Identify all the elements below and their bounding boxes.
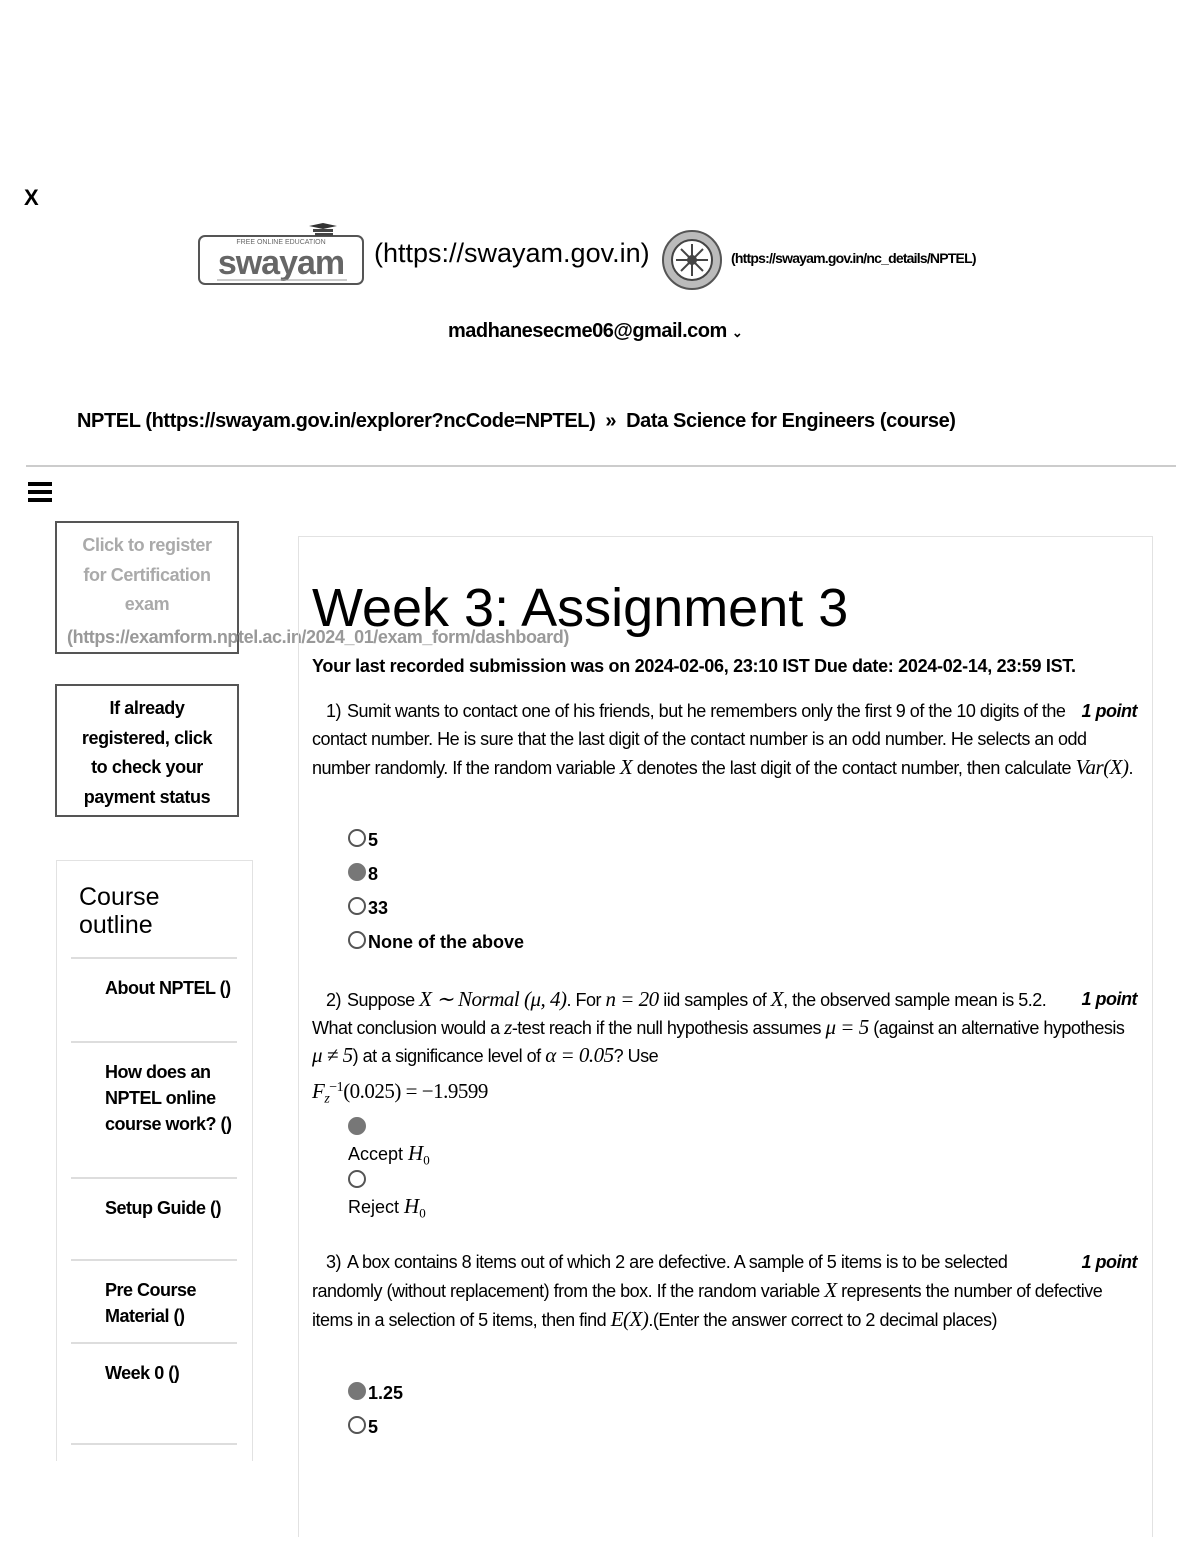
q1-option[interactable] (348, 927, 524, 957)
option-label: 33 (368, 898, 389, 918)
option-label: 5 (368, 830, 379, 850)
radio-button[interactable] (348, 897, 366, 915)
user-menu[interactable] (448, 320, 742, 343)
payment-line: to check your (91, 757, 203, 777)
question-text: , the observed sample mean is 5.2. What conclusion would a (312, 990, 1047, 1038)
option-label (348, 1194, 426, 1222)
breadcrumb-separator: » (605, 410, 617, 432)
register-certification-button[interactable] (55, 521, 569, 654)
question-text: A box contains 8 items out of which 2 are defective. A sample of 5 items is to be selected randomly (without replacement) from the box. If the random variable (312, 1252, 1008, 1301)
radio-button-selected[interactable] (348, 1382, 366, 1400)
math-expr: α = 0.05 (545, 1043, 614, 1067)
register-url[interactable]: (https://examform.nptel.ac.in/2024_01/exam_form/dashboard) (67, 627, 569, 647)
hamburger-menu-icon[interactable] (28, 482, 52, 502)
payment-line: payment status (83, 786, 211, 807)
question-text: iid samples of (663, 990, 767, 1010)
math-expr: μ ≠ 5 (312, 1043, 353, 1067)
q2-option[interactable] (348, 1118, 430, 1169)
radio-button-selected[interactable] (348, 863, 366, 881)
outline-item-how-it-works[interactable] (71, 1041, 237, 1137)
question-text: ) at a significance level of (352, 1046, 541, 1066)
swayam-logo[interactable] (197, 222, 365, 288)
nptel-details-link[interactable]: (https://swayam.gov.in/nc_details/NPTEL) (731, 250, 976, 266)
q1-option[interactable] (348, 825, 378, 855)
question-points: 1 point (1081, 701, 1137, 721)
course-outline-title: Course outline (79, 883, 160, 939)
register-line: Click to register (82, 535, 212, 555)
breadcrumb (77, 410, 956, 433)
question-text: (against an alternative hypothesis (873, 1018, 1125, 1038)
math-expr: n = 20 (605, 987, 659, 1011)
math-var: X (824, 1278, 837, 1302)
page-title: Week 3: Assignment 3 (312, 578, 849, 638)
chevron-down-icon: ⌄ (731, 325, 743, 340)
outline-item-label: Setup Guide () (105, 1198, 221, 1218)
nptel-logo-icon[interactable] (661, 229, 723, 291)
math-var: X (619, 755, 633, 779)
math-var: H (404, 1194, 420, 1218)
question-text: .(Enter the answer correct to 2 decimal places) (648, 1310, 997, 1330)
formula-subscript: z (324, 1091, 330, 1107)
question-number: 1) (326, 701, 342, 721)
option-label: 5 (368, 1417, 379, 1437)
q2-option[interactable] (348, 1171, 426, 1222)
outline-item-label: About NPTEL () (105, 978, 231, 998)
question-text: . (1128, 758, 1134, 778)
payment-status-button[interactable] (55, 684, 239, 817)
formula-rest: (0.025) = −1.9599 (343, 1079, 488, 1103)
question-number: 2) (326, 990, 342, 1010)
close-button[interactable]: X (24, 185, 39, 210)
formula-superscript: −1 (329, 1080, 344, 1095)
math-expr: z (504, 1015, 512, 1039)
option-label: None of the above (368, 932, 525, 952)
outline-item-about-nptel[interactable] (71, 957, 237, 1001)
q1-option[interactable] (348, 859, 378, 889)
course-outline (56, 860, 253, 1461)
question-text: -test reach if the null hypothesis assumes (511, 1018, 821, 1038)
question-text: . For (566, 990, 601, 1010)
outline-item-label: How does an NPTEL online course work? () (105, 1062, 232, 1134)
question-3 (312, 1248, 1137, 1334)
outline-item-pre-course[interactable] (71, 1259, 237, 1329)
outline-divider (71, 1443, 237, 1445)
math-sub: 0 (423, 1152, 430, 1168)
math-expr: X ∼ Normal (μ, 4) (419, 987, 567, 1011)
register-line: for Certification (83, 564, 211, 585)
question-text: ? Use (613, 1046, 659, 1066)
header-divider (26, 465, 1176, 467)
formula-symbol: F (312, 1079, 325, 1103)
question-text: Sumit wants to contact one of his friends, but he remembers only the first 9 of the 10 digits of the contact number. He is sure that the last digit of the contact number is an odd number. He selects an odd number randomly. If the random variable (312, 701, 1087, 778)
payment-line: registered, click (81, 727, 213, 748)
math-sub: 0 (419, 1205, 426, 1221)
question-points: 1 point (1081, 989, 1137, 1009)
radio-button[interactable] (348, 1170, 366, 1188)
breadcrumb-current: Data Science for Engineers (course) (626, 410, 956, 432)
radio-button[interactable] (348, 1416, 366, 1434)
question-1 (312, 697, 1137, 782)
math-expr: Var(X) (1075, 755, 1129, 779)
option-label: 1.25 (368, 1383, 404, 1403)
outline-item-week-0[interactable] (71, 1342, 237, 1386)
radio-button[interactable] (348, 829, 366, 847)
question-points: 1 point (1081, 1252, 1137, 1272)
swayam-logo-text: swayam (217, 244, 345, 282)
question-2 (312, 986, 1137, 1113)
option-label (348, 1141, 430, 1169)
question-text: represents the number of defective items in a selection of 5 items, then find (312, 1281, 1103, 1330)
option-label: 8 (368, 864, 379, 884)
outline-item-setup-guide[interactable] (71, 1177, 237, 1221)
formula (312, 1074, 1137, 1113)
math-expr: X (770, 987, 784, 1011)
outline-item-label: Pre Course Material () (105, 1280, 197, 1326)
option-text: Reject (348, 1197, 400, 1217)
swayam-home-link[interactable]: (https://swayam.gov.in) (374, 238, 650, 268)
radio-button[interactable] (348, 931, 366, 949)
q3-option[interactable] (348, 1378, 403, 1408)
q3-option[interactable] (348, 1412, 378, 1442)
math-expr: E(X) (610, 1307, 649, 1331)
outline-item-label: Week 0 () (105, 1363, 180, 1383)
submission-status: Your last recorded submission was on 2024-02-06, 23:10 IST Due date: 2024-02-14, 23:59 IST. (312, 656, 1076, 676)
user-email: madhanesecme06@gmail.com (448, 320, 727, 342)
question-number: 3) (326, 1252, 342, 1272)
question-text: denotes the last digit of the contact number, then calculate (636, 758, 1071, 778)
option-text: Accept (348, 1144, 404, 1164)
payment-line: If already (109, 698, 185, 718)
math-expr: μ = 5 (825, 1015, 869, 1039)
swayam-logo-tagline: FREE ONLINE EDUCATION (236, 239, 326, 246)
q1-option[interactable] (348, 893, 388, 923)
radio-button-selected[interactable] (348, 1117, 366, 1135)
math-var: H (408, 1141, 424, 1165)
breadcrumb-root-link[interactable]: NPTEL (https://swayam.gov.in/explorer?ncCode=NPTEL) (77, 410, 596, 432)
register-line: exam (124, 594, 170, 614)
question-text: Suppose (347, 990, 415, 1010)
